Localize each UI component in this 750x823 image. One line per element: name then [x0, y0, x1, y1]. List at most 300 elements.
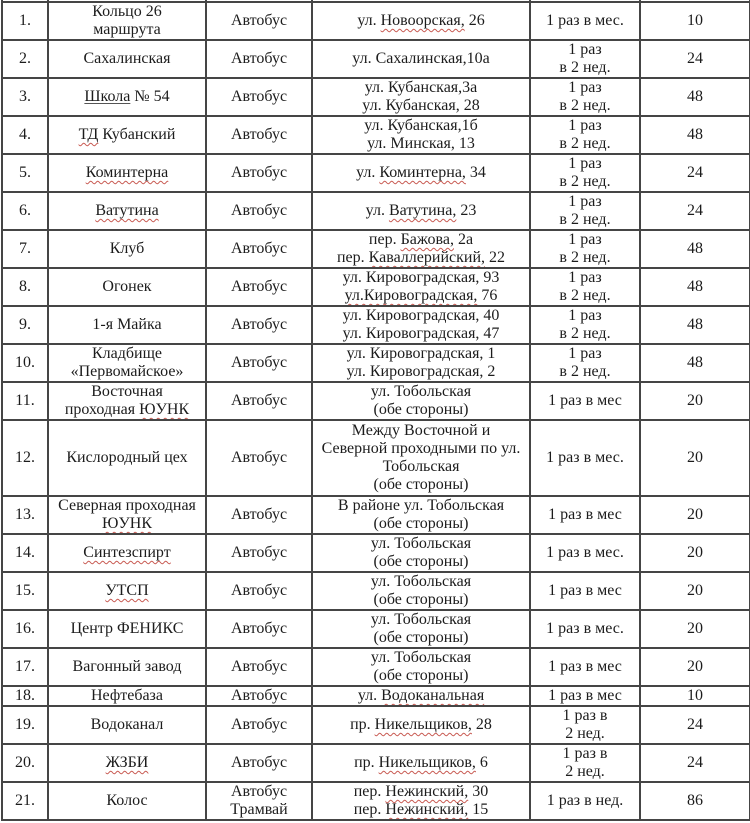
transport-cell: [206, 610, 312, 648]
transport-cell: [206, 534, 312, 572]
text-line: Автобус: [230, 202, 288, 219]
row-number-cell: [2, 154, 48, 192]
text-segment: ул. Кировоградская, 93: [342, 269, 500, 286]
transport-cell: [206, 706, 312, 744]
text-segment: ул.: [365, 202, 389, 219]
text-line: Трамвай: [230, 801, 288, 818]
transport-cell: [206, 648, 312, 686]
text-segment: «Первомайское»: [70, 363, 184, 380]
text-segment: 34: [465, 164, 486, 181]
transport-cell: [206, 40, 312, 78]
text-line: [51, 497, 203, 515]
misspelled-word: Нежинский,: [385, 801, 469, 818]
count-cell: [640, 192, 750, 230]
misspelled-word: Синтезспирт: [83, 544, 171, 561]
text-line: Автобус: [230, 392, 288, 409]
text-line: 48: [687, 316, 703, 333]
text-segment: Нефтебаза: [91, 687, 163, 704]
text-line: [315, 363, 527, 381]
text-line: Автобус: [230, 544, 288, 561]
text-segment: ул. Тобольская: [370, 573, 472, 590]
text-line: 1 раз в мес.: [546, 544, 624, 561]
count-cell: [640, 306, 750, 344]
table-row: [2, 686, 750, 706]
text-segment: № 54: [130, 88, 170, 105]
address-cell: [312, 154, 530, 192]
text-line: [51, 754, 203, 772]
count-cell: [640, 382, 750, 420]
text-line: 48: [687, 278, 703, 295]
text-segment: Вагонный завод: [72, 658, 182, 675]
stop-name-cell: [48, 268, 206, 306]
text-line: [315, 687, 527, 705]
transport-cell: [206, 744, 312, 782]
address-cell: [312, 306, 530, 344]
text-segment: В районе ул. Тобольская: [337, 497, 505, 514]
text-line: [315, 287, 527, 305]
address-cell: [312, 534, 530, 572]
stop-name-cell: [48, 230, 206, 268]
stop-name-cell: [48, 78, 206, 116]
text-segment: пер.: [368, 231, 401, 248]
table-row: [2, 192, 750, 230]
row-number-cell: [2, 116, 48, 154]
frequency-cell: [530, 40, 640, 78]
text-line: [315, 325, 527, 343]
text-line: 20: [687, 506, 703, 523]
text-line: [315, 801, 527, 819]
row-number-cell: [2, 610, 48, 648]
transport-cell: [206, 268, 312, 306]
table-row: [2, 706, 750, 744]
count-cell: [640, 534, 750, 572]
text-segment: Тобольская: [382, 458, 460, 475]
text-line: Автобус: [230, 783, 288, 800]
count-cell: [640, 420, 750, 496]
text-segment: ул.: [356, 164, 380, 181]
text-line: 13.: [15, 506, 35, 523]
text-segment: маршрута: [93, 21, 161, 38]
text-line: Автобус: [230, 449, 288, 466]
text-line: 1 раз в: [562, 745, 608, 762]
misspelled-word: ЖЗБИ: [105, 754, 149, 771]
text-line: [51, 21, 203, 39]
text-line: [315, 231, 527, 249]
text-line: 20: [687, 544, 703, 561]
stop-name-cell: [48, 496, 206, 534]
row-number-cell: [2, 648, 48, 686]
table-row: [2, 572, 750, 610]
text-line: 1 раз: [568, 117, 602, 134]
text-line: 20: [687, 658, 703, 675]
text-line: Автобус: [230, 506, 288, 523]
text-line: 24: [687, 754, 703, 771]
count-cell: [640, 610, 750, 648]
text-segment: (обе стороны): [373, 629, 469, 646]
row-number-cell: [2, 782, 48, 820]
table-row: [2, 344, 750, 382]
text-segment: ул. Тобольская: [370, 611, 472, 628]
transport-cell: [206, 192, 312, 230]
frequency-cell: [530, 648, 640, 686]
text-line: 19.: [15, 716, 35, 733]
row-number-cell: [2, 192, 48, 230]
text-line: Автобус: [230, 658, 288, 675]
text-line: Автобус: [230, 754, 288, 771]
text-line: 1 раз: [568, 231, 602, 248]
text-line: 1 раз в мес: [548, 582, 622, 599]
text-line: [315, 117, 527, 135]
stop-name-cell: [48, 782, 206, 820]
stop-name-cell: [48, 40, 206, 78]
row-number-cell: [2, 382, 48, 420]
text-line: [51, 126, 203, 144]
address-cell: [312, 344, 530, 382]
row-number-cell: [2, 230, 48, 268]
stop-name-cell: [48, 2, 206, 40]
table-row: [2, 2, 750, 40]
text-line: [51, 449, 203, 467]
stop-name-cell: [48, 192, 206, 230]
misspelled-word: Никельщиков,: [378, 754, 476, 771]
row-number-cell: [2, 420, 48, 496]
transport-cell: [206, 2, 312, 40]
transport-cell: [206, 420, 312, 496]
text-line: 2 нед.: [565, 725, 605, 742]
count-cell: [640, 154, 750, 192]
text-segment: 15: [468, 801, 489, 818]
text-line: [315, 783, 527, 801]
text-line: Автобус: [230, 164, 288, 181]
frequency-cell: [530, 306, 640, 344]
text-line: 10: [687, 12, 703, 29]
frequency-cell: [530, 2, 640, 40]
address-cell: [312, 268, 530, 306]
frequency-cell: [530, 420, 640, 496]
text-line: 10: [687, 687, 703, 704]
text-segment: (обе стороны): [373, 591, 469, 608]
address-cell: [312, 116, 530, 154]
transport-cell: [206, 78, 312, 116]
text-segment: проходная: [64, 401, 140, 418]
text-line: Автобус: [230, 278, 288, 295]
text-line: [315, 307, 527, 325]
text-line: 8.: [19, 278, 31, 295]
text-line: 15.: [15, 582, 35, 599]
text-line: Автобус: [230, 316, 288, 333]
row-number-cell: [2, 534, 48, 572]
count-cell: [640, 572, 750, 610]
misspelled-word: Каваллерийский,: [368, 249, 485, 266]
text-segment: Кислородный цех: [66, 449, 188, 466]
text-segment: Водоканал: [90, 716, 164, 733]
text-segment: ул.: [357, 687, 382, 704]
text-line: 7.: [19, 240, 31, 257]
table-row: [2, 744, 750, 782]
text-line: 48: [687, 126, 703, 143]
text-line: [315, 629, 527, 647]
stop-name-cell: [48, 744, 206, 782]
text-line: [315, 649, 527, 667]
text-line: 1 раз в: [562, 707, 608, 724]
text-line: 6.: [19, 202, 31, 219]
text-line: [315, 573, 527, 591]
misspelled-word: Ватутина,: [388, 202, 457, 219]
table-row: [2, 496, 750, 534]
count-cell: [640, 706, 750, 744]
text-line: [315, 383, 527, 401]
stop-name-cell: [48, 686, 206, 706]
stop-name-cell: [48, 534, 206, 572]
text-line: Автобус: [230, 716, 288, 733]
misspelled-word: УТСП: [105, 582, 149, 599]
address-cell: [312, 382, 530, 420]
text-line: 18.: [15, 687, 35, 704]
misspelled-word: Коминтерна,: [379, 164, 466, 181]
text-line: 1 раз: [568, 79, 602, 96]
frequency-cell: [530, 782, 640, 820]
text-segment: ул. Кубанская,1б: [364, 117, 478, 134]
table-row: [2, 116, 750, 154]
text-line: в 2 нед.: [559, 287, 611, 304]
transport-cell: [206, 782, 312, 820]
text-line: 1 раз: [568, 269, 602, 286]
row-number-cell: [2, 572, 48, 610]
stop-name-cell: [48, 572, 206, 610]
table-row: [2, 382, 750, 420]
text-line: 1 раз: [568, 41, 602, 58]
text-line: в 2 нед.: [559, 363, 611, 380]
frequency-cell: [530, 154, 640, 192]
text-line: [315, 97, 527, 115]
text-segment: (обе стороны): [373, 515, 469, 532]
misspelled-word: ЮУНК: [139, 401, 190, 418]
frequency-cell: [530, 268, 640, 306]
text-line: [51, 687, 203, 705]
misspelled-word: Коминтерна: [85, 164, 169, 181]
misspelled-word: ул.Кировоградская,: [344, 287, 478, 304]
table-row: [2, 268, 750, 306]
text-segment: Восточная: [91, 383, 163, 400]
misspelled-word: Никельщиков,: [374, 716, 472, 733]
transport-cell: [206, 572, 312, 610]
text-line: [315, 401, 527, 419]
table-row: [2, 306, 750, 344]
text-line: 1 раз в мес: [548, 687, 622, 704]
text-line: 9.: [19, 316, 31, 333]
row-number-cell: [2, 344, 48, 382]
address-cell: [312, 572, 530, 610]
text-line: Автобус: [230, 620, 288, 637]
count-cell: [640, 782, 750, 820]
text-line: в 2 нед.: [559, 249, 611, 266]
text-segment: ул. Тобольская: [370, 649, 472, 666]
text-segment: (обе стороны): [373, 401, 469, 418]
text-segment: пер.: [353, 801, 386, 818]
text-line: [51, 240, 203, 258]
text-line: 48: [687, 88, 703, 105]
text-line: 20.: [15, 754, 35, 771]
text-segment: 26: [464, 12, 485, 29]
text-segment: ул. Кировоградская, 1: [346, 345, 496, 362]
text-line: [51, 316, 203, 334]
text-segment: (обе стороны): [373, 667, 469, 684]
frequency-cell: [530, 344, 640, 382]
address-cell: [312, 420, 530, 496]
transport-cell: [206, 686, 312, 706]
text-segment: Колос: [106, 792, 148, 809]
text-line: [315, 458, 527, 476]
text-line: 10.: [15, 354, 35, 371]
text-segment: Кольцо 26: [92, 3, 162, 20]
count-cell: [640, 116, 750, 154]
count-cell: [640, 744, 750, 782]
table-row: [2, 782, 750, 820]
text-line: 2 нед.: [565, 763, 605, 780]
text-segment: ул. Тобольская: [370, 535, 472, 552]
frequency-cell: [530, 192, 640, 230]
frequency-cell: [530, 382, 640, 420]
text-line: 16.: [15, 620, 35, 637]
text-segment: Центр ФЕНИКС: [70, 620, 184, 637]
text-line: [315, 345, 527, 363]
text-line: [51, 278, 203, 296]
text-line: [51, 363, 203, 381]
text-line: 20: [687, 449, 703, 466]
transport-cell: [206, 382, 312, 420]
text-line: [51, 164, 203, 182]
count-cell: [640, 268, 750, 306]
address-cell: [312, 706, 530, 744]
text-line: 86: [687, 792, 703, 809]
text-line: [315, 12, 527, 30]
text-line: [315, 754, 527, 772]
address-cell: [312, 648, 530, 686]
text-line: [51, 3, 203, 21]
text-line: [51, 401, 203, 419]
text-line: [51, 716, 203, 734]
text-line: [315, 202, 527, 220]
text-line: 20: [687, 582, 703, 599]
address-cell: [312, 40, 530, 78]
text-line: 20: [687, 620, 703, 637]
stop-name-cell: [48, 116, 206, 154]
text-line: [51, 202, 203, 220]
text-line: 1 раз: [568, 307, 602, 324]
text-line: 21.: [15, 792, 35, 809]
text-line: 11.: [15, 392, 35, 409]
text-line: Автобус: [230, 687, 288, 704]
frequency-cell: [530, 78, 640, 116]
count-cell: [640, 40, 750, 78]
row-number-cell: [2, 268, 48, 306]
text-line: Автобус: [230, 88, 288, 105]
table-row: [2, 534, 750, 572]
misspelled-word: Бажова,: [400, 231, 454, 248]
transport-cell: [206, 306, 312, 344]
text-line: 1 раз в мес.: [546, 620, 624, 637]
text-line: [315, 440, 527, 458]
frequency-cell: [530, 706, 640, 744]
text-segment: Кладбище: [91, 345, 163, 362]
text-line: 1 раз в нед.: [546, 792, 624, 809]
text-line: Автобус: [230, 126, 288, 143]
table-row: [2, 610, 750, 648]
table-row: [2, 420, 750, 496]
text-line: [315, 422, 527, 440]
text-line: [51, 515, 203, 533]
misspelled-word: Новоорская,: [380, 12, 465, 29]
frequency-cell: [530, 230, 640, 268]
text-line: 1 раз в мес.: [546, 449, 624, 466]
count-cell: [640, 344, 750, 382]
text-line: Автобус: [230, 12, 288, 29]
stop-name-cell: [48, 382, 206, 420]
underlined-word: Школа: [84, 88, 131, 105]
count-cell: [640, 686, 750, 706]
text-segment: Северная проходная: [58, 497, 196, 514]
text-line: [51, 88, 203, 106]
stop-name-cell: [48, 706, 206, 744]
row-number-cell: [2, 744, 48, 782]
stop-name-cell: [48, 610, 206, 648]
stop-name-cell: [48, 648, 206, 686]
text-line: 48: [687, 354, 703, 371]
text-line: [51, 582, 203, 600]
text-segment: ул. Кубанская,3а: [364, 79, 478, 96]
count-cell: [640, 648, 750, 686]
text-line: [315, 591, 527, 609]
text-segment: 23: [456, 202, 477, 219]
text-segment: Северной проходными по ул.: [321, 440, 521, 457]
text-line: [315, 535, 527, 553]
text-segment: (обе стороны): [373, 476, 469, 493]
text-segment: пер.: [336, 249, 369, 266]
text-segment: ул.: [357, 12, 381, 29]
text-line: в 2 нед.: [559, 211, 611, 228]
frequency-cell: [530, 610, 640, 648]
text-segment: 22: [485, 249, 505, 266]
address-cell: [312, 744, 530, 782]
address-cell: [312, 230, 530, 268]
text-line: 14.: [15, 544, 35, 561]
stop-name-cell: [48, 420, 206, 496]
text-line: 1 раз в мес: [548, 506, 622, 523]
text-line: [315, 667, 527, 685]
transport-cell: [206, 116, 312, 154]
text-line: [315, 611, 527, 629]
text-segment: пр.: [354, 754, 379, 771]
text-line: в 2 нед.: [559, 173, 611, 190]
text-segment: ул. Кировоградская, 2: [346, 363, 496, 380]
misspelled-word: Ватутина: [95, 202, 159, 219]
text-segment: Огонек: [102, 278, 152, 295]
text-line: [51, 383, 203, 401]
row-number-cell: [2, 706, 48, 744]
text-segment: ул. Кубанская, 28: [362, 97, 480, 114]
text-line: [315, 50, 527, 68]
text-line: 12.: [15, 449, 35, 466]
frequency-cell: [530, 534, 640, 572]
count-cell: [640, 496, 750, 534]
text-segment: (обе стороны): [373, 553, 469, 570]
text-segment: Клуб: [109, 240, 145, 257]
row-number-cell: [2, 496, 48, 534]
text-line: 5.: [19, 164, 31, 181]
text-line: [51, 792, 203, 810]
row-number-cell: [2, 686, 48, 706]
frequency-cell: [530, 116, 640, 154]
